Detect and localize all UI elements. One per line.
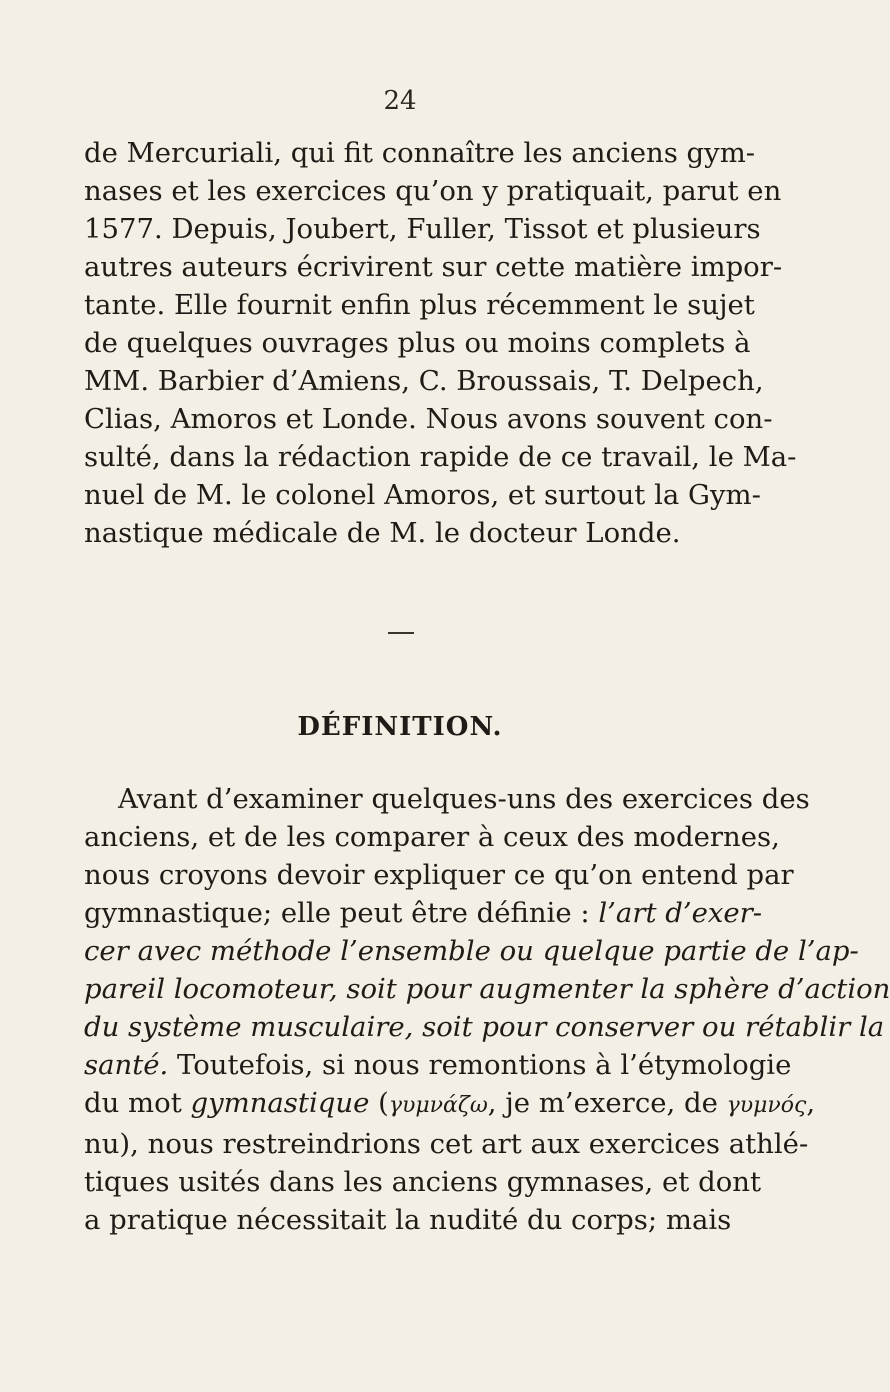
italic-run: gymnastique — [190, 1087, 370, 1119]
text-line — [84, 1008, 885, 1046]
text-line: de Mercuriali, qui fit connaître les anciens gym- — [84, 137, 756, 169]
text-line: Clias, Amoros et Londe. Nous avons souvent con- — [84, 403, 773, 435]
greek-word: γυμνάζω — [388, 1093, 488, 1118]
text-line — [84, 932, 859, 970]
text-line: sulté, dans la rédaction rapide de ce travail, le Ma- — [84, 441, 797, 473]
text-run: du mot — [84, 1087, 191, 1119]
text-line — [84, 970, 890, 1008]
text-line: nastique médicale de M. le docteur Londe. — [84, 517, 681, 549]
text-line: 1577. Depuis, Joubert, Fuller, Tissot et plusieurs — [84, 213, 761, 245]
text-line: tiques usités dans les anciens gymnases, et dont — [84, 1166, 762, 1198]
text-run: gymnastique; elle peut être définie : — [84, 897, 599, 929]
text-line: nases et les exercices qu’on y pratiquait, parut en — [84, 175, 782, 207]
text-line: nuel de M. le colonel Amoros, et surtout la Gym- — [84, 479, 761, 511]
text-line — [84, 894, 763, 932]
text-line: tante. Elle fournit enfin plus récemment le sujet — [84, 289, 755, 321]
italic-run: pareil locomoteur, soit pour augmenter la sphère d’action — [84, 973, 890, 1005]
text-line — [84, 1084, 816, 1125]
page-number: 24 — [383, 86, 417, 116]
text-line: Avant d’examiner quelques-uns des exercices des — [118, 783, 810, 815]
greek-word: γυμνός — [726, 1093, 807, 1118]
section-heading: DÉFINITION. — [297, 712, 503, 742]
italic-run: l’art d’exer- — [598, 897, 763, 929]
text-line: nous croyons devoir expliquer ce qu’on entend par — [84, 859, 794, 891]
text-line — [84, 1046, 792, 1084]
text-line: de quelques ouvrages plus ou moins complets à — [84, 327, 751, 359]
paragraph-history — [84, 134, 797, 552]
text-line: MM. Barbier d’Amiens, C. Broussais, T. Delpech, — [84, 365, 764, 397]
text-line: a pratique nécessitait la nudité du corps; mais — [84, 1204, 732, 1236]
italic-run: cer avec méthode l’ensemble ou quelque partie de l’ap- — [84, 935, 859, 967]
paragraph-definition — [84, 780, 890, 1239]
text-run: , je m’exerce, de — [487, 1087, 727, 1119]
section-divider — [388, 632, 414, 634]
text-run: ( — [369, 1087, 389, 1119]
text-run: , — [806, 1087, 816, 1119]
italic-run: du système musculaire, soit pour conserver ou rétablir la — [84, 1011, 885, 1043]
italic-run: santé. — [84, 1049, 169, 1081]
text-line: autres auteurs écrivirent sur cette matière impor- — [84, 251, 783, 283]
text-line: nu), nous restreindrions cet art aux exercices athlé- — [84, 1128, 809, 1160]
text-run: Toutefois, si nous remontions à l’étymologie — [168, 1049, 792, 1081]
text-line: anciens, et de les comparer à ceux des modernes, — [84, 821, 780, 853]
